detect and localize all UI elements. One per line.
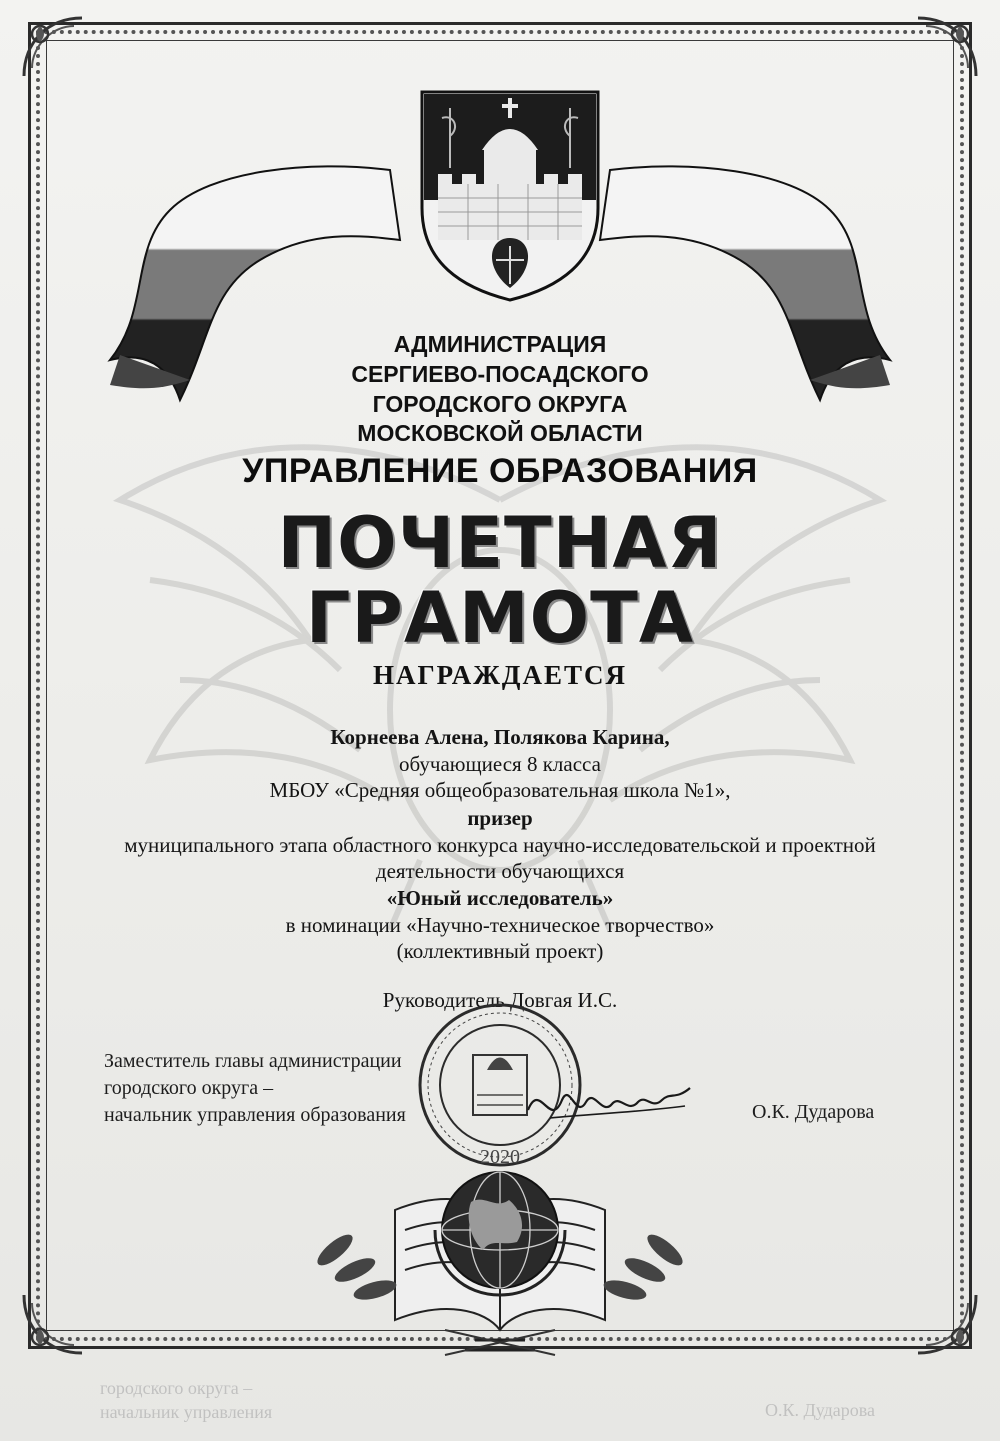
book-globe-emblem-icon [295, 1150, 705, 1360]
corner-ornament-icon [18, 1289, 88, 1359]
award-status: призер [467, 806, 533, 830]
school-name: МБОУ «Средняя общеобразовательная школа №1», [269, 778, 731, 802]
recipient-names: Корнеева Алена, Полякова Карина, [330, 725, 670, 749]
project-type: (коллективный проект) [396, 939, 604, 963]
nomination-text: в номинации «Научно-техническое творчество» [285, 913, 715, 937]
org-line-2: СЕРГИЕВО-ПОСАДСКОГО [351, 361, 649, 387]
org-line-3: ГОРОДСКОГО ОКРУГА [372, 391, 628, 417]
bleed-through-name: О.К. Дударова [765, 1400, 876, 1420]
stamp-year: 2020 [480, 1146, 520, 1168]
corner-ornament-icon [18, 12, 88, 82]
bleed-through-line-2: начальник управления [100, 1402, 273, 1422]
org-line-1: АДМИНИСТРАЦИЯ [393, 331, 607, 357]
contest-description-line-2: деятельности обучающихся [375, 859, 625, 883]
signatory-name: О.К. Дударова [752, 1101, 875, 1123]
signatory-position-line-1: Заместитель главы администрации [104, 1050, 402, 1072]
contest-name: «Юный исследователь» [386, 886, 614, 910]
recipient-grade: обучающиеся 8 класса [399, 752, 601, 776]
bleed-through-line-1: городского округа – [100, 1378, 253, 1398]
signatory-position [104, 1048, 504, 1129]
certificate-title-line-1: ПОЧЕТНАЯ [277, 502, 723, 584]
coat-of-arms-icon [418, 88, 602, 302]
department-heading: УПРАВЛЕНИЕ ОБРАЗОВАНИЯ [242, 452, 758, 490]
handwritten-signature [520, 1070, 695, 1140]
corner-ornament-icon [912, 12, 982, 82]
contest-description-line-1: муниципального этапа областного конкурса научно-исследовательской и проектной [124, 833, 876, 857]
certificate-title-line-2: ГРАМОТА [305, 577, 695, 659]
awarded-heading: НАГРАЖДАЕТСЯ [372, 660, 627, 690]
signatory-position-line-3: начальник управления образования [104, 1104, 406, 1126]
corner-ornament-icon [912, 1289, 982, 1359]
supervisor-text: Руководитель Довгая И.С. [382, 988, 618, 1012]
org-line-4: МОСКОВСКОЙ ОБЛАСТИ [357, 420, 643, 446]
signatory-position-line-2: городского округа – [104, 1077, 274, 1099]
